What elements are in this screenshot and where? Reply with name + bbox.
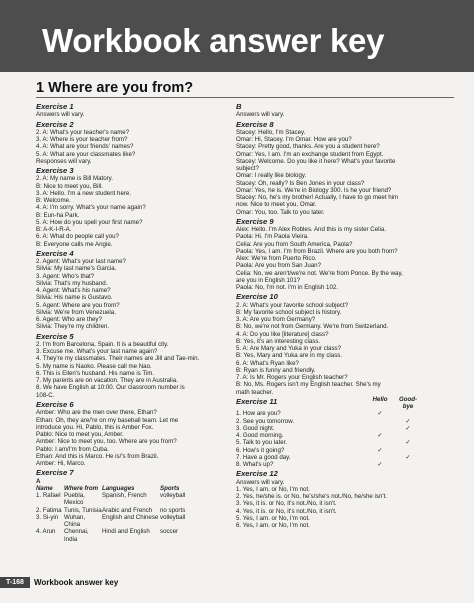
answer-line: Alex: Hello. I'm Alex Robles. And this is my sister Celia. — [236, 226, 386, 234]
exercise-7-table-body — [36, 492, 248, 543]
goodbye-check-cell — [394, 461, 422, 468]
answer-line: 1. Yes, I am. or No, I'm not. — [236, 485, 310, 493]
exercise-1-body — [36, 111, 248, 118]
answer-line: Answers will vary. — [236, 478, 285, 486]
answer-line: 5. A: How do you spell your first name? — [36, 218, 143, 226]
table-cell: volleyball — [160, 513, 186, 521]
unit-title: 1 Where are you from? — [36, 80, 194, 96]
answer-line: Ethan: Oh, they are/'re on my baseball team. Let me — [36, 416, 179, 424]
answer-line: 4. Agent: What's his name? — [36, 287, 111, 295]
goodbye-check-cell: ✓ — [405, 453, 411, 461]
table-cell: Wuhan, China — [64, 513, 86, 529]
exercise-heading: Exercise 11 — [236, 396, 278, 406]
answer-line: 6. Yes, I am. or No, I'm not. — [236, 522, 310, 530]
hello-column-header: Hello — [372, 395, 388, 403]
exercise-11-table — [236, 410, 448, 468]
answer-line: introduce you. Hi, Pablo, this is Amber Fox. — [36, 423, 154, 431]
table-header-cell: Name — [36, 484, 53, 492]
answer-line: Answers will vary. — [236, 111, 285, 119]
answer-line: Paola: Yes, I am. I'm from Brazil. Where are you both from? — [236, 247, 398, 255]
exercise-heading: Exercise 1 — [36, 102, 74, 111]
answer-line: Silvia: His name is Gustavo. — [36, 294, 113, 302]
goodbye-column-header: Good-bye — [398, 395, 418, 411]
exercise-heading: B — [236, 102, 242, 111]
goodbye-check-cell: ✓ — [405, 424, 411, 432]
page-footer — [0, 577, 474, 589]
expression-text: 6. How's it going? — [236, 446, 285, 454]
exercise-3-body — [36, 175, 248, 248]
goodbye-check-cell: ✓ — [405, 417, 411, 425]
hello-check-cell — [366, 425, 394, 432]
table-row — [236, 439, 448, 446]
table-cell: volleyball — [160, 492, 186, 500]
table-cell: Tunis, Tunisia — [64, 506, 102, 514]
expression-text: 5. Talk to you later. — [236, 439, 288, 447]
answer-line: 5. Agent: Where are you from? — [36, 301, 120, 309]
answer-line: B: Yes, Mary and Yuka are in my class. — [236, 352, 343, 360]
answer-line: 3. Agent: Who's that? — [36, 272, 95, 280]
table-cell: soccer — [160, 528, 179, 536]
table-row — [236, 418, 448, 425]
answer-line: Stacey: Hello, I'm Stacey. — [236, 128, 306, 136]
table-row — [36, 528, 248, 543]
table-cell: 1. Rafael — [36, 492, 61, 500]
answer-line: Answers will vary. — [36, 111, 85, 119]
answer-line: Ethan: And this is Marco. He is/'s from Brazil. — [36, 452, 159, 460]
answer-line: B: A-K-I-R-A. — [36, 226, 72, 234]
answer-line: Omar: You, too. Talk to you later. — [236, 208, 325, 216]
hello-check-cell: ✓ — [377, 410, 383, 418]
exercise-12-body — [236, 479, 448, 530]
table-row — [236, 432, 448, 439]
goodbye-check-cell — [394, 447, 422, 454]
answer-line: Omar: Yes, I am. I'm an exchange student from Egypt. — [236, 150, 384, 158]
table-row — [236, 447, 448, 454]
expression-text: 1. How are you? — [236, 410, 281, 418]
answer-line: 6. Agent: Who are they? — [36, 316, 102, 324]
exercise-10-body — [236, 302, 448, 396]
table-header-cell: Languages — [102, 484, 135, 492]
right-column — [236, 101, 448, 529]
answer-line: 4. A: What are your friends' names? — [36, 143, 134, 151]
expression-text: 7. Have a good day. — [236, 453, 291, 461]
answer-line: B: Eun-ha Park. — [36, 211, 80, 219]
hello-check-cell — [366, 454, 394, 461]
exercise-4-body — [36, 258, 248, 331]
exercise-7-table-header — [36, 485, 248, 492]
answer-line: 3. Excuse me. What's your last name again? — [36, 348, 158, 356]
page-title: Workbook answer key — [42, 22, 385, 59]
answer-line: Paola: Are you from San Juan? — [236, 262, 321, 270]
answer-line: 6. A: What's Ryan like? — [236, 359, 299, 367]
table-cell: Spanish, French — [102, 492, 147, 500]
answer-line: 5. A: What are your classmates like? — [36, 150, 136, 158]
expression-text: 2. See you tomorrow. — [236, 417, 295, 425]
table-cell: Puebla, Mexico — [64, 492, 85, 507]
table-cell: Hindi and English — [102, 528, 150, 536]
answer-line: Omar: I really like biology. — [236, 172, 307, 180]
answer-line: Amber: Who are the men over there, Ethan? — [36, 409, 157, 417]
answer-line: 2. I'm from Barcelona, Spain. It is a beautiful city. — [36, 340, 169, 348]
expression-text: 4. Good morning. — [236, 432, 284, 440]
answer-line: 2. A: My name is Bill Matory. — [36, 175, 114, 183]
answer-line: Stacey: Pretty good, thanks. Are you a student here? — [236, 143, 380, 151]
exercise-9-body — [236, 226, 448, 291]
answer-line: B: Welcome. — [36, 197, 71, 205]
left-column — [36, 101, 248, 543]
answer-line: Omar: Yes, he is. We're in Biology 300. Is he your friend? — [236, 186, 392, 194]
table-row — [36, 492, 248, 507]
answer-line: Celia: Are you from South America, Paola? — [236, 240, 353, 248]
exercise-heading: Exercise 10 — [236, 292, 278, 302]
title-banner — [0, 0, 474, 72]
hello-check-cell: ✓ — [377, 461, 383, 469]
answer-line: 7. My parents are on vacation. They are in Australia. — [36, 377, 178, 385]
table-cell: 3. Si-yin — [36, 513, 59, 521]
answer-line: Pablo: I am/I'm from Cuba. — [36, 445, 109, 453]
table-cell: no sports — [160, 506, 186, 514]
answer-line: Celia: No, we aren't/we're not. We're from Ponce. By the way, — [236, 269, 403, 277]
answer-line: 4. A: Do you like [literature] class? — [236, 330, 329, 338]
exercise-5-body — [36, 341, 248, 399]
exercise-heading: Exercise 5 — [36, 331, 74, 341]
answer-line: 3. A: Hello. I'm a new student here. — [36, 189, 132, 197]
answer-line: 8. We have English at 10:00. Our classroom number is — [36, 384, 185, 392]
exercise-8-body — [236, 129, 448, 216]
exercise-7-part-label: A — [36, 477, 41, 485]
exercise-b-body — [236, 111, 448, 118]
table-row — [236, 425, 448, 432]
answer-line: Amber: Hi, Marco. — [36, 460, 86, 468]
exercise-heading: Exercise 2 — [36, 119, 74, 129]
answer-line: Stacey: No, he's my brother! Actually, I have to go meet him — [236, 194, 399, 202]
answer-line: Stacey: Oh, really? Is Ben Jones in your class? — [236, 179, 365, 187]
answer-line: 6. This is Ellen's husband. His name is Tim. — [36, 369, 155, 377]
answer-line: B: Nice to meet you, Bill. — [36, 182, 103, 190]
table-header-cell: Sports — [160, 484, 180, 492]
answer-line: B: Everyone calls me Angie. — [36, 240, 113, 248]
answer-line: 5. Yes, I am. or No, I'm not. — [236, 514, 310, 522]
answer-line: 2. A: What's your favorite school subject? — [236, 301, 349, 309]
answer-line: Stacey: Welcome. Do you like it here? What's your favorite — [236, 157, 396, 165]
answer-line: math teacher. — [236, 388, 274, 396]
answer-line: 4. They're my classmates. Their names are Jill and Tae-min. — [36, 355, 200, 363]
exercise-heading: Exercise 4 — [36, 248, 74, 258]
goodbye-check-cell: ✓ — [405, 439, 411, 447]
page-number: T-168 — [0, 577, 30, 588]
answer-line: Omar: Hi, Stacey. I'm Omar. How are you? — [236, 136, 352, 144]
answer-line: Paola: No, I'm not. I'm in English 102. — [236, 284, 339, 292]
answer-line: 3. A: Are you from Germany? — [236, 316, 316, 324]
exercise-heading: Exercise 6 — [36, 399, 74, 409]
answer-line: Pablo: Nice to meet you, Amber. — [36, 431, 124, 439]
table-cell: English and Chinese — [102, 513, 159, 521]
answer-line: 3. A: Where is your teacher from? — [36, 136, 128, 144]
footer-label: Workbook answer key — [34, 578, 119, 587]
answer-line: 4. Yes, it is. or No, it's not./No, it isn't. — [236, 507, 337, 515]
table-cell: 4. Arun — [36, 528, 56, 536]
answer-line: 5. A: Are Mary and Yuka in your class? — [236, 345, 342, 353]
exercise-heading: Exercise 3 — [36, 166, 74, 176]
answer-line: 2. Yes, he/she is. or No, he's/she's not./No, he/she isn't. — [236, 493, 387, 501]
hello-check-cell: ✓ — [377, 432, 383, 440]
hello-check-cell — [366, 418, 394, 425]
table-row — [236, 410, 448, 417]
table-header-cell: Where from — [64, 484, 99, 492]
answer-line: 4. A: I'm sorry. What's your name again? — [36, 204, 146, 212]
answer-line: are you in English 101? — [236, 276, 301, 284]
table-row — [36, 507, 248, 514]
exercise-2-body — [36, 129, 248, 165]
answer-line: 5. My name is Naoko. Please call me Nao. — [36, 362, 152, 370]
table-cell: Arabic and French — [102, 506, 153, 514]
answer-line: Responses will vary. — [36, 157, 92, 165]
answer-line: Amber: Nice to meet you, too. Where are you from? — [36, 438, 177, 446]
goodbye-check-cell — [394, 432, 422, 439]
answer-line: Silvia: My last name's Garcia. — [36, 265, 117, 273]
answer-line: subject? — [236, 165, 259, 173]
answer-line: Silvia: They're my children. — [36, 323, 110, 331]
answer-line: B: No, we're not from Germany. We're from Switzerland. — [236, 323, 389, 331]
answer-line: B: My favorite school subject is history. — [236, 308, 342, 316]
answer-line: 6. A: What do people call you? — [36, 233, 119, 241]
exercise-heading: Exercise 9 — [236, 216, 274, 226]
goodbye-check-cell — [394, 410, 422, 417]
answer-line: now. Nice to meet you, Omar. — [236, 201, 317, 209]
table-row — [36, 514, 248, 529]
expression-text: 3. Good night. — [236, 424, 275, 432]
answer-line: 2. A: What's your teacher's name? — [36, 128, 130, 136]
exercise-heading: Exercise 12 — [236, 469, 278, 479]
table-cell: 2. Fatima — [36, 506, 62, 514]
divider — [36, 97, 454, 98]
answer-line: Silvia: That's my husband. — [36, 279, 108, 287]
answer-line: 7. A: Is Mr. Rogers your English teacher? — [236, 374, 348, 382]
hello-check-cell: ✓ — [377, 446, 383, 454]
expression-text: 8. What's up? — [236, 461, 274, 469]
exercise-11-header — [236, 396, 448, 411]
hello-check-cell — [366, 439, 394, 446]
table-cell: Chennai, India — [64, 528, 89, 543]
answer-line: B: Ryan is funny and friendly. — [236, 366, 316, 374]
table-row — [236, 454, 448, 461]
answer-line: B: No, Ms. Rogers isn't my English teacher. She's my — [236, 381, 381, 389]
exercise-heading: Exercise 8 — [236, 119, 274, 129]
answer-line: Silvia: We're from Venezuela. — [36, 308, 116, 316]
exercise-6-body — [36, 409, 248, 467]
answer-line: Paola: Hi. I'm Paola Vieira. — [236, 233, 309, 241]
answer-line: 3. Yes, it is. or No, it's not./No, it isn't. — [236, 500, 337, 508]
answer-line: 2. Agent: What's your last name? — [36, 258, 126, 266]
exercise-heading: Exercise 7 — [36, 468, 74, 478]
answer-line: Alex: We're from Puerto Rico. — [236, 255, 317, 263]
answer-line: B: Yes, it's an interesting class. — [236, 337, 321, 345]
answer-line: 108-C. — [36, 391, 55, 399]
table-row — [236, 461, 448, 468]
